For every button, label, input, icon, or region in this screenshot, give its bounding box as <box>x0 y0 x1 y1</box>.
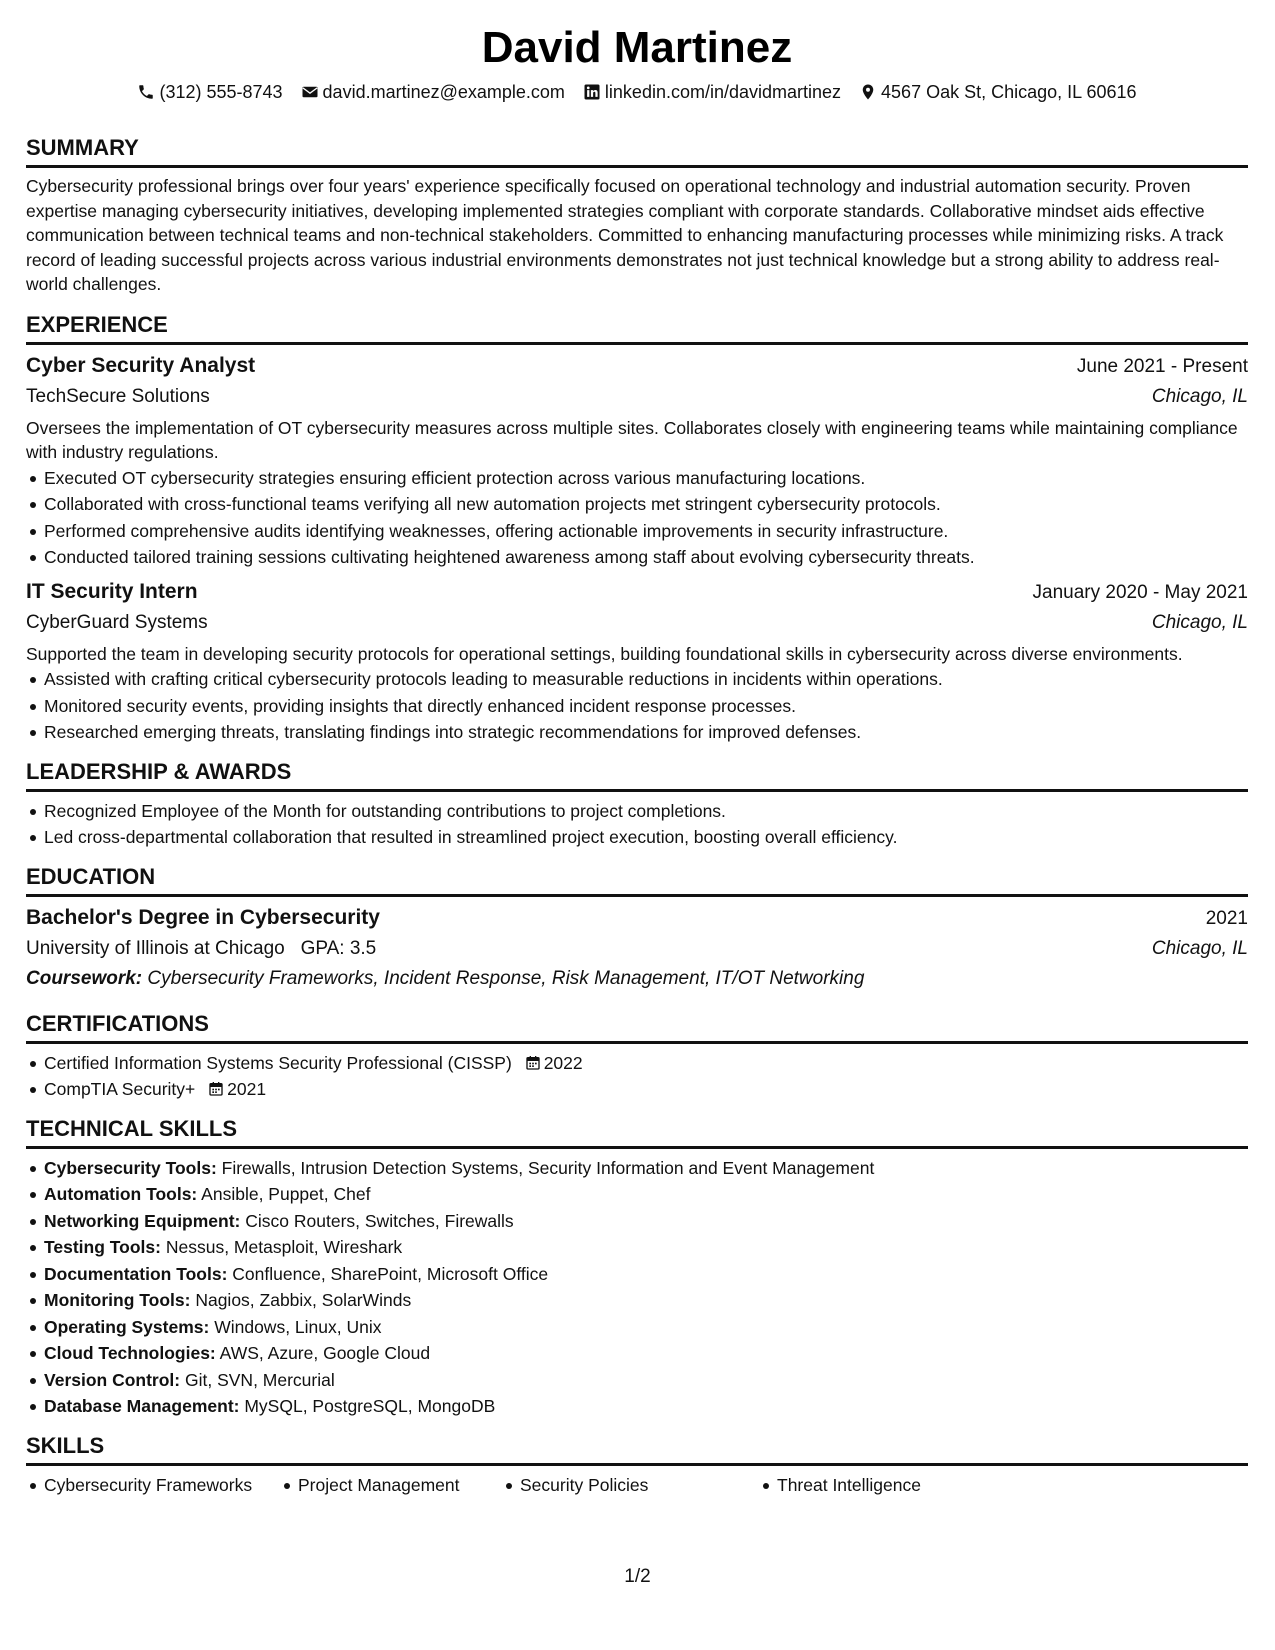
job-dates: January 2020 - May 2021 <box>1032 581 1248 603</box>
degree: Bachelor's Degree in Cybersecurity <box>26 905 380 929</box>
section-heading: CERTIFICATIONS <box>26 1010 1248 1044</box>
skill-values: Windows, Linux, Unix <box>214 1316 382 1337</box>
list-item: Recognized Employee of the Month for outstanding contributions to project completions. <box>44 798 1248 825</box>
linkedin-text: linkedin.com/in/davidmartinez <box>604 82 842 102</box>
school-name: University of Illinois at Chicago <box>26 937 285 959</box>
experience-section <box>26 311 1248 746</box>
contact-phone[interactable] <box>137 80 282 104</box>
technical-skills-list <box>26 1155 1248 1420</box>
gpa: GPA: 3.5 <box>300 937 377 959</box>
certification-year: 2022 <box>543 1052 583 1073</box>
section-heading: TECHNICAL SKILLS <box>26 1115 1248 1149</box>
list-item <box>44 1314 1248 1341</box>
linkedin-icon <box>583 83 601 101</box>
section-heading: LEADERSHIP & AWARDS <box>26 758 1248 792</box>
list-item <box>44 1367 1248 1394</box>
list-item: Project Management <box>298 1472 520 1498</box>
technical-skills-section <box>26 1115 1248 1420</box>
contact-address <box>859 80 1137 104</box>
job-location: Chicago, IL <box>1151 611 1248 633</box>
skill-values: Cisco Routers, Switches, Firewalls <box>245 1210 514 1231</box>
list-item <box>44 1076 1248 1103</box>
skill-category: Cybersecurity Tools: <box>44 1157 217 1178</box>
list-item: Performed comprehensive audits identifying weaknesses, offering actionable improvements in security infrastructure. <box>44 518 1248 545</box>
certification-name: Certified Information Systems Security Professional (CISSP) <box>44 1052 512 1073</box>
job-header <box>26 577 1248 608</box>
job-bullets <box>26 465 1248 571</box>
contact-email[interactable] <box>301 80 565 104</box>
list-item: Assisted with crafting critical cybersecurity protocols leading to measurable reductions in incidents within operations. <box>44 666 1248 693</box>
list-item <box>44 1208 1248 1235</box>
skill-values: Nagios, Zabbix, SolarWinds <box>195 1290 412 1310</box>
envelope-icon <box>301 83 319 101</box>
section-heading: EDUCATION <box>26 863 1248 897</box>
candidate-name: David Martinez <box>481 23 793 72</box>
list-item: Threat Intelligence <box>777 1472 921 1498</box>
phone-text: (312) 555-8743 <box>159 82 283 102</box>
calendar-icon <box>208 1081 224 1097</box>
skill-values: Nessus, Metasploit, Wireshark <box>165 1237 403 1257</box>
skill-category: Database Management: <box>44 1396 240 1416</box>
job-bullets <box>26 666 1248 746</box>
skill-values: Git, SVN, Mercurial <box>185 1369 335 1390</box>
contact-linkedin[interactable] <box>583 80 841 104</box>
list-item <box>44 1393 1248 1420</box>
map-marker-icon <box>859 83 877 101</box>
job-subheader <box>26 608 1248 638</box>
school-line <box>26 934 376 964</box>
skill-values: MySQL, PostgreSQL, MongoDB <box>244 1396 496 1416</box>
coursework-label: Coursework: <box>26 967 143 989</box>
skill-values: Confluence, SharePoint, Microsoft Office <box>232 1263 549 1284</box>
job-title: Cyber Security Analyst <box>26 353 256 377</box>
skills-list <box>26 1472 1248 1498</box>
list-item: Cybersecurity Frameworks <box>44 1472 298 1498</box>
skill-values: Firewalls, Intrusion Detection Systems, Security Information and Event Management <box>221 1157 875 1178</box>
section-heading: SKILLS <box>26 1432 1248 1466</box>
job-location: Chicago, IL <box>1151 385 1248 407</box>
skill-category: Networking Equipment: <box>44 1210 241 1231</box>
skill-category: Automation Tools: <box>44 1184 198 1204</box>
list-item: Monitored security events, providing insights that directly enhanced incident response processes. <box>44 693 1248 720</box>
section-heading: EXPERIENCE <box>26 311 1248 345</box>
skill-category: Version Control: <box>44 1369 181 1390</box>
certification-list <box>26 1050 1248 1103</box>
job-description: Oversees the implementation of OT cybersecurity measures across multiple sites. Collaborates closely with engineering teams while maintaining compliance with industry regulations. <box>26 417 1238 462</box>
list-item <box>44 1050 1248 1077</box>
job-subheader <box>26 382 1248 412</box>
email-text: david.martinez@example.com <box>322 82 565 102</box>
calendar-icon <box>525 1055 541 1071</box>
coursework-line <box>26 964 1248 994</box>
leadership-section <box>26 758 1248 851</box>
list-item: Collaborated with cross-functional teams verifying all new automation projects met stringent cybersecurity protocols. <box>44 491 1248 518</box>
coursework-list: Cybersecurity Frameworks, Incident Response, Risk Management, IT/OT Networking <box>147 967 865 989</box>
job-title: IT Security Intern <box>26 579 198 603</box>
summary-section <box>26 134 1248 297</box>
list-item <box>44 1234 1248 1261</box>
list-item: Security Policies <box>520 1472 777 1498</box>
list-item: Researched emerging threats, translating findings into strategic recommendations for improved defenses. <box>44 719 1248 746</box>
certification-name: CompTIA Security+ <box>44 1079 196 1099</box>
list-item <box>44 1181 1248 1208</box>
job-header <box>26 351 1248 382</box>
education-header <box>26 903 1248 934</box>
skill-values: Ansible, Puppet, Chef <box>201 1184 371 1204</box>
education-section <box>26 863 1248 994</box>
list-item <box>44 1287 1248 1314</box>
list-item: Executed OT cybersecurity strategies ensuring efficient protection across various manufacturing locations. <box>44 465 1248 492</box>
job-company: CyberGuard Systems <box>26 611 208 633</box>
summary-text: Cybersecurity professional brings over four years' experience specifically focused on operational technology and industrial automation security. Proven expertise managing cybersecurity initiatives, developing implemented strategies compliant with corporate standards. Collaborative mindset aids effective communication between technical teams and non-technical stakeholders. Committed to enhancing manufacturing processes while minimizing risks. A track record of leading successful projects across various industrial environments demonstrates not just technical knowledge but a strong ability to address real-world challenges. <box>26 176 1224 294</box>
page-number: 1/2 <box>624 1566 651 1587</box>
list-item <box>44 1340 1248 1367</box>
list-item: Conducted tailored training sessions cultivating heightened awareness among staff about evolving cybersecurity threats. <box>44 544 1248 571</box>
skill-values: AWS, Azure, Google Cloud <box>219 1343 431 1363</box>
contact-bar <box>26 80 1248 104</box>
job-entry <box>26 577 1248 746</box>
job-company: TechSecure Solutions <box>26 385 210 407</box>
list-item: Led cross-departmental collaboration that resulted in streamlined project execution, boosting overall efficiency. <box>44 824 1248 851</box>
graduation-year: 2021 <box>1205 907 1248 929</box>
education-subheader <box>26 934 1248 964</box>
phone-icon <box>137 83 155 101</box>
skill-category: Monitoring Tools: <box>44 1290 191 1310</box>
list-item <box>44 1261 1248 1288</box>
skill-category: Cloud Technologies: <box>44 1343 216 1363</box>
section-heading: SUMMARY <box>26 134 1248 168</box>
skill-category: Operating Systems: <box>44 1316 210 1337</box>
certification-year: 2021 <box>227 1079 267 1099</box>
school-location: Chicago, IL <box>1151 937 1248 959</box>
skills-section <box>26 1432 1248 1498</box>
leadership-bullets <box>26 798 1248 851</box>
job-description: Supported the team in developing security protocols for operational settings, building foundational skills in cybersecurity across diverse environments. <box>26 643 1183 664</box>
address-text: 4567 Oak St, Chicago, IL 60616 <box>881 82 1137 102</box>
resume-sheet <box>26 22 1248 1498</box>
job-entry <box>26 351 1248 571</box>
certifications-section <box>26 1010 1248 1103</box>
job-dates: June 2021 - Present <box>1076 355 1248 377</box>
skill-category: Documentation Tools: <box>44 1263 228 1284</box>
list-item <box>44 1155 1248 1182</box>
skill-category: Testing Tools: <box>44 1237 161 1257</box>
